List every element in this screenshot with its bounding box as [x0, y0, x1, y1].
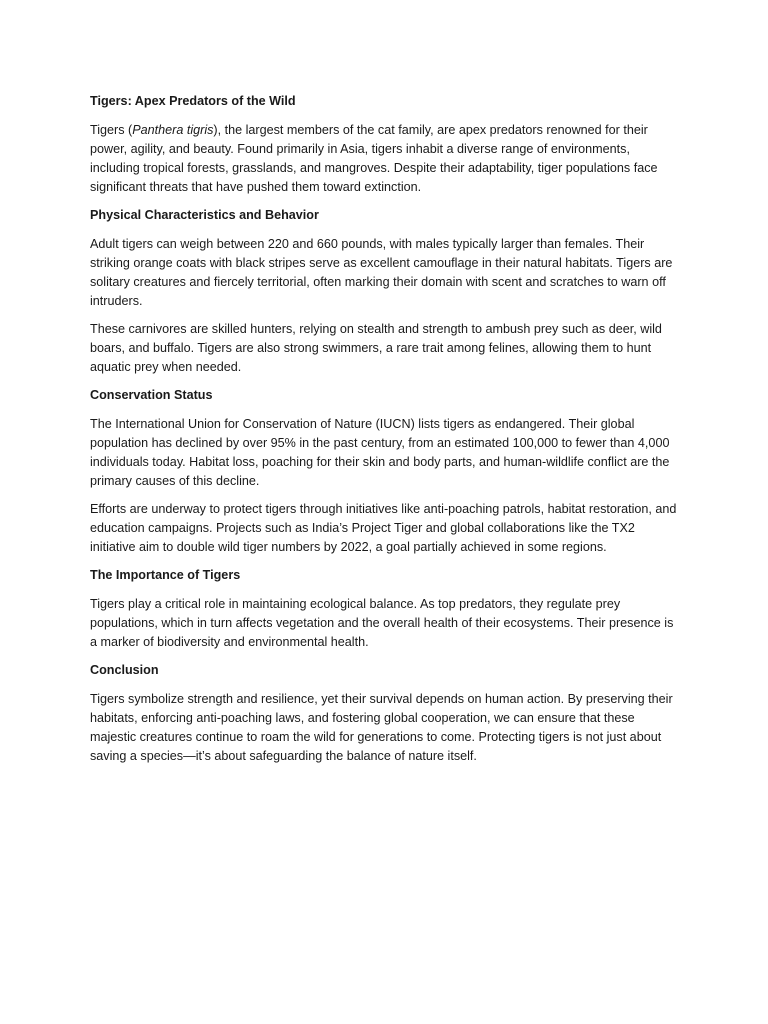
intro-text-after: ), the largest members of the cat family, are apex predators renowned for their power, agility, and beauty. Found primarily in Asia, tigers inhabit a diverse range of environments, including tropical forests, grasslands, and mangroves. Despite their adaptability, tiger populations face significant threats that have pushed them toward extinction. [90, 123, 658, 194]
document-page [90, 92, 680, 775]
conclusion-paragraph: Tigers symbolize strength and resilience, yet their survival depends on human action. By preserving their habitats, enforcing anti-poaching laws, and fostering global cooperation, we can ensure that these majestic creatures continue to roam the wild for generations to come. Protecting tigers is not just about saving a species—it’s about safeguarding the balance of nature itself. [90, 692, 673, 763]
section-heading-conclusion: Conclusion [90, 663, 159, 677]
section-heading-conservation: Conservation Status [90, 388, 213, 402]
importance-paragraph: Tigers play a critical role in maintaining ecological balance. As top predators, they regulate prey populations, which in turn affects vegetation and the overall health of their ecosystems. Their presence is a marker of biodiversity and environmental health. [90, 597, 674, 649]
intro-paragraph [90, 121, 680, 197]
conservation-paragraph-1: The International Union for Conservation of Nature (IUCN) lists tigers as endangered. Their global population has declined by over 95% in the past century, from an estimated 100,000 to fewer than 4,000 individuals today. Habitat loss, poaching for their skin and body parts, and human-wildlife conflict are the primary causes of this decline. [90, 417, 670, 488]
section-heading-importance: The Importance of Tigers [90, 568, 241, 582]
physical-paragraph-1: Adult tigers can weigh between 220 and 660 pounds, with males typically larger than females. Their striking orange coats with black stripes serve as excellent camouflage in their natural habitats. Tigers are solitary creatures and fiercely territorial, often marking their domain with scent and scratches to warn off intruders. [90, 237, 673, 308]
scientific-name: Panthera tigris [132, 123, 214, 137]
physical-paragraph-2: These carnivores are skilled hunters, relying on stealth and strength to ambush prey such as deer, wild boars, and buffalo. Tigers are also strong swimmers, a rare trait among felines, allowing them to hunt aquatic prey when needed. [90, 322, 662, 374]
section-heading-physical: Physical Characteristics and Behavior [90, 208, 319, 222]
intro-text-before: Tigers ( [90, 123, 133, 137]
document-title: Tigers: Apex Predators of the Wild [90, 94, 296, 108]
conservation-paragraph-2: Efforts are underway to protect tigers through initiatives like anti-poaching patrols, habitat restoration, and education campaigns. Projects such as India’s Project Tiger and global collaborations like the TX2 initiative aim to double wild tiger numbers by 2022, a goal partially achieved in some regions. [90, 502, 677, 554]
